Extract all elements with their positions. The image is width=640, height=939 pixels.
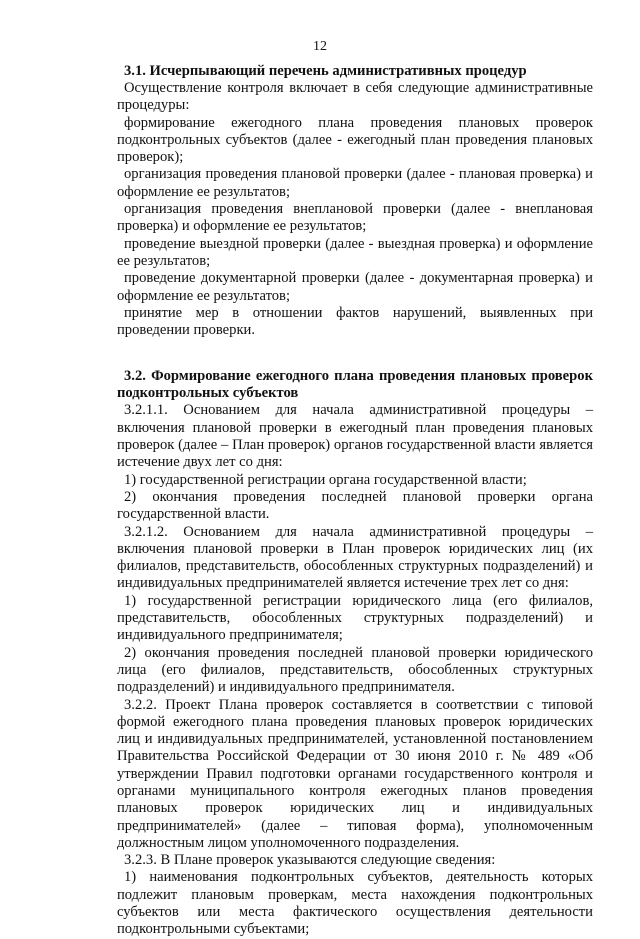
paragraph: 3.2.1.1. Основанием для начала административной процедуры – включения плановой проверки в ежегодный план проведения плановых проверок (далее – План проверок) органов государственной власти является истечение двух лет со дня: (117, 402, 593, 471)
list-item: 1) государственной регистрации юридического лица (его филиалов, представительств, обособленных структурных подразделений) и индивидуального предпринимателя; (117, 592, 593, 644)
list-item: организация проведения внеплановой проверки (далее - внеплановая проверка) и оформление ее результатов; (117, 201, 593, 235)
list-item: 2) окончания проведения последней плановой проверки юридического лица (его филиалов, представительств, обособленных структурных подразделений) и индивидуального предпринимателя. (117, 644, 593, 696)
list-item: проведение документарной проверки (далее - документарная проверка) и оформление ее результатов; (117, 270, 593, 304)
list-item: 2) окончания проведения последней плановой проверки органа государственной власти. (117, 488, 593, 523)
paragraph: 3.2.1.2. Основанием для начала административной процедуры – включения плановой проверки в План проверок юридических лиц (их филиалов, представительств, обособленных структурных подразделений) и индивидуальных предпринимателей является истечение трех лет со дня: (117, 523, 593, 592)
list-item: проведение выездной проверки (далее - выездная проверка) и оформление ее результатов; (117, 235, 593, 269)
page-number: 12 (313, 39, 327, 54)
paragraph: 3.2.2. Проект Плана проверок составляется в соответствии с типовой формой ежегодного плана проведения плановых проверок юридических лиц и индивидуальных предпринимателей, установленной постановлением Правительства Российской Федерации от 30 июня 2010 г. № 489 «Об утверждении Правил подготовки органами государственного контроля и органами муниципального контроля ежегодных планов проведения плановых проверок юридических лиц и индивидуальных предпринимателей» (далее – типовая форма), уполномоченным должностным лицом уполномоченного подразделения. (117, 696, 593, 851)
list-item: организация проведения плановой проверки (далее - плановая проверка) и оформление ее результатов; (117, 166, 593, 200)
paragraph: Осуществление контроля включает в себя следующие административные процедуры: (117, 80, 593, 114)
list-item: 1) государственной регистрации органа государственной власти; (124, 471, 527, 488)
list-item: 1) наименования подконтрольных субъектов, деятельность которых подлежит плановым проверкам, места нахождения подконтрольных субъектов или места фактического осуществления деятельности подконтрольными субъектами; (117, 869, 593, 938)
list-item: принятие мер в отношении фактов нарушений, выявленных при проведении проверки. (117, 304, 593, 339)
section-3-2-heading: 3.2. Формирование ежегодного плана проведения плановых проверок подконтрольных субъектов (117, 368, 593, 402)
section-3-1-heading: 3.1. Исчерпывающий перечень административных процедур (124, 63, 527, 79)
paragraph: 3.2.3. В Плане проверок указываются следующие сведения: (124, 852, 496, 869)
list-item: формирование ежегодного плана проведения плановых проверок подконтрольных субъектов (далее - ежегодный план проведения плановых проверок); (117, 114, 593, 166)
